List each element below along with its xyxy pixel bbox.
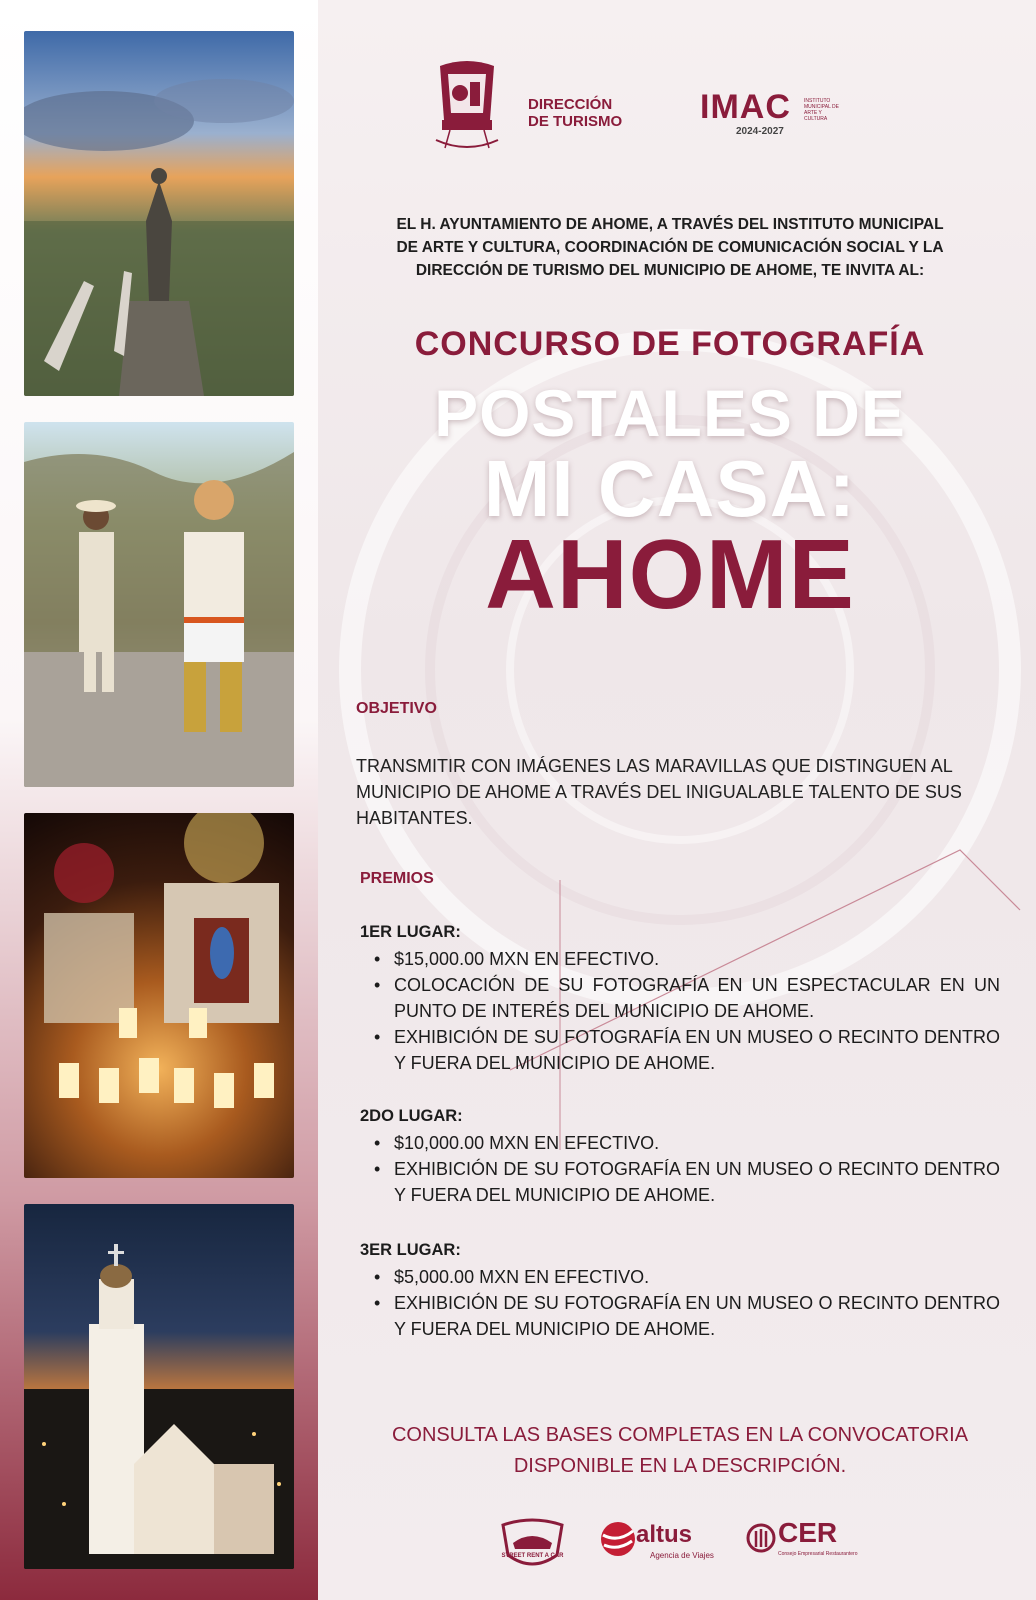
prize-title: 3ER LUGAR: bbox=[360, 1241, 461, 1259]
street-rent-a-car-logo bbox=[495, 1515, 570, 1575]
footer-note-line-1: CONSULTA LAS BASES COMPLETAS EN LA CONVOCATORIA bbox=[391, 1424, 969, 1446]
intro-line-2: DE ARTE Y CULTURA, COORDINACIÓN DE COMUNICACIÓN SOCIAL Y LA bbox=[396, 239, 944, 256]
prize-third-place bbox=[360, 1241, 1000, 1342]
prizes-heading: PREMIOS bbox=[360, 870, 434, 887]
direccion-label-line-1: DIRECCIÓN bbox=[528, 96, 613, 113]
altus-subtitle: Agencia de Viajes bbox=[650, 1551, 714, 1560]
prize-list bbox=[360, 946, 1000, 1076]
cer-subtitle: Consejo Empresarial Restaurantero bbox=[778, 1551, 858, 1557]
intro-paragraph bbox=[340, 213, 1000, 282]
imac-years: 2024-2027 bbox=[736, 126, 784, 137]
left-photo-column bbox=[0, 0, 318, 1600]
prize-list bbox=[360, 1130, 1000, 1208]
prize-list bbox=[360, 1264, 1000, 1342]
prize-first-place bbox=[360, 923, 1000, 1076]
altus-logo bbox=[598, 1515, 718, 1575]
prize-second-place bbox=[360, 1107, 1000, 1208]
imac-letters: IMAC bbox=[700, 88, 791, 126]
cer-logo bbox=[746, 1515, 856, 1575]
prize-item: • $15,000.00 MXN EN EFECTIVO. bbox=[394, 946, 1000, 972]
photo-traditional-dancers bbox=[24, 422, 294, 787]
prize-item: • EXHIBICIÓN DE SU FOTOGRAFÍA EN UN MUSEO O RECINTO DENTRO Y FUERA DEL MUNICIPIO DE AHOME. bbox=[394, 1024, 1000, 1076]
contest-subtitle: CONCURSO DE FOTOGRAFÍA bbox=[414, 325, 926, 363]
objective-text: TRANSMITIR CON IMÁGENES LAS MARAVILLAS QUE DISTINGUEN AL MUNICIPIO DE AHOME A TRAVÉS DEL INIGUALABLE TALENTO DE SUS HABITANTES. bbox=[356, 756, 962, 828]
prize-title: 1ER LUGAR: bbox=[360, 923, 461, 941]
footer-note bbox=[360, 1420, 1000, 1482]
prize-item: • EXHIBICIÓN DE SU FOTOGRAFÍA EN UN MUSEO O RECINTO DENTRO Y FUERA DEL MUNICIPIO DE AHOME. bbox=[394, 1156, 1000, 1208]
shield-car-icon bbox=[495, 1515, 570, 1575]
objective-heading: OBJETIVO bbox=[356, 700, 437, 717]
photo-church-night bbox=[24, 1204, 294, 1569]
prize-title: 2DO LUGAR: bbox=[360, 1107, 463, 1125]
imac-logo bbox=[700, 90, 840, 142]
footer-note-line-2: DISPONIBLE EN LA DESCRIPCIÓN. bbox=[513, 1455, 847, 1477]
street-label: STREET RENT A CAR bbox=[501, 1553, 564, 1559]
title-line-1: POSTALES DE bbox=[434, 376, 906, 450]
direccion-turismo-logo bbox=[528, 96, 658, 130]
altus-name: altus bbox=[636, 1521, 693, 1548]
globe-icon bbox=[598, 1519, 638, 1559]
title-line-3: AHOME bbox=[485, 519, 855, 629]
prize-item: • EXHIBICIÓN DE SU FOTOGRAFÍA EN UN MUSEO O RECINTO DENTRO Y FUERA DEL MUNICIPIO DE AHOME. bbox=[394, 1290, 1000, 1342]
intro-line-1: EL H. AYUNTAMIENTO DE AHOME, A TRAVÉS DEL INSTITUTO MUNICIPAL bbox=[396, 216, 944, 233]
direccion-label-line-2: DE TURISMO bbox=[528, 113, 623, 130]
photo-altar-candles bbox=[24, 813, 294, 1178]
prize-item: • $5,000.00 MXN EN EFECTIVO. bbox=[394, 1264, 1000, 1290]
intro-line-3: DIRECCIÓN DE TURISMO DEL MUNICIPIO DE AHOME, TE INVITA AL: bbox=[415, 262, 925, 279]
imac-subtitle: INSTITUTO MUNICIPAL DE ARTE Y CULTURA bbox=[804, 98, 840, 122]
cer-name: CER bbox=[778, 1517, 838, 1548]
photo-monument-statue bbox=[24, 31, 294, 396]
prize-item: • COLOCACIÓN DE SU FOTOGRAFÍA EN UN ESPECTACULAR EN UN PUNTO DE INTERÉS DEL MUNICIPIO DE AHOME. bbox=[394, 972, 1000, 1024]
ahome-coat-of-arms-logo bbox=[430, 58, 504, 156]
cer-emblem-icon bbox=[746, 1521, 776, 1555]
prize-item: • $10,000.00 MXN EN EFECTIVO. bbox=[394, 1130, 1000, 1156]
title-line-2: MI CASA: bbox=[483, 444, 857, 533]
